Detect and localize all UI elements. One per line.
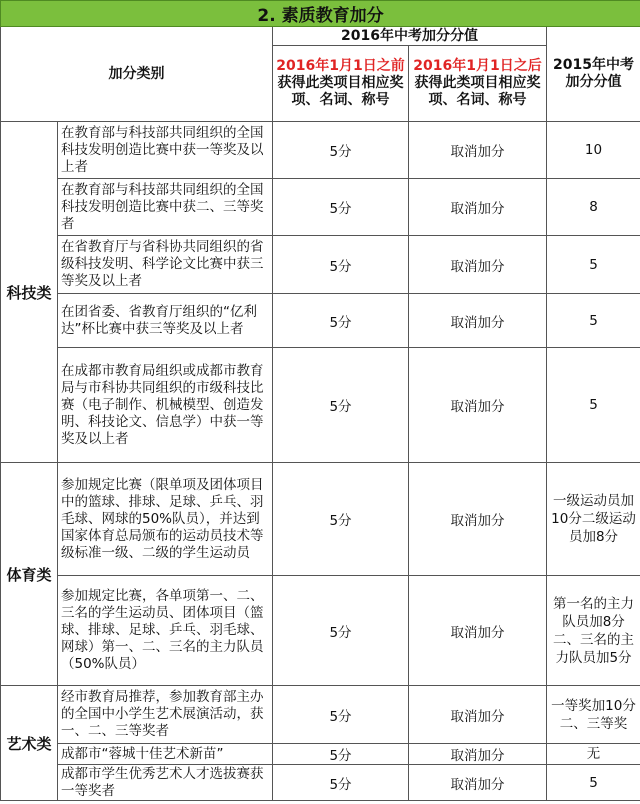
row-after: 取消加分 bbox=[409, 122, 547, 179]
header-after-date: 2016年1月1日之后 bbox=[413, 58, 542, 74]
row-before: 5分 bbox=[273, 576, 409, 686]
row-before: 5分 bbox=[273, 179, 409, 236]
table-row bbox=[1, 122, 640, 179]
row-desc: 在成都市教育局组织或成都市教育局与市科协共同组织的市级科技比赛（电子制作、机械模型、创造发明、科技论文、信息学）中获一等奖及以上者 bbox=[58, 348, 273, 463]
table-row bbox=[1, 348, 640, 463]
row-before: 5分 bbox=[273, 236, 409, 294]
row-2015: 5 bbox=[547, 348, 640, 463]
row-before: 5分 bbox=[273, 294, 409, 348]
row-after: 取消加分 bbox=[409, 179, 547, 236]
row-desc: 成都市学生优秀艺术人才选拔赛获一等奖者 bbox=[58, 765, 273, 801]
table-row bbox=[1, 576, 640, 686]
row-before: 5分 bbox=[273, 348, 409, 463]
row-before: 5分 bbox=[273, 686, 409, 744]
header-before bbox=[273, 46, 409, 122]
row-after: 取消加分 bbox=[409, 686, 547, 744]
category-sports: 体育类 bbox=[1, 463, 58, 686]
row-after: 取消加分 bbox=[409, 463, 547, 576]
table-title: 2. 素质教育加分 bbox=[1, 1, 640, 27]
row-2015: 第一名的主力队员加8分二、三名的主力队员加5分 bbox=[547, 576, 640, 686]
header-2016-group: 2016年中考加分分值 bbox=[273, 27, 547, 46]
category-tech: 科技类 bbox=[1, 122, 58, 463]
header-before-date: 2016年1月1日之前 bbox=[276, 58, 405, 74]
table-row bbox=[1, 294, 640, 348]
header-before-text: 获得此类项目相应奖项、名词、称号 bbox=[277, 75, 404, 108]
header-after bbox=[409, 46, 547, 122]
row-desc: 经市教育局推荐，参加教育部主办的全国中小学生艺术展演活动，获一、二、三等奖者 bbox=[58, 686, 273, 744]
row-2015: 5 bbox=[547, 765, 640, 801]
header-after-text: 获得此类项目相应奖项、名词、称号 bbox=[414, 75, 541, 108]
row-2015: 无 bbox=[547, 744, 640, 765]
header-2015-text: 2015年中考加分分值 bbox=[553, 57, 634, 90]
table-row bbox=[1, 463, 640, 576]
row-2015: 一级运动员加10分二级运动员加8分 bbox=[547, 463, 640, 576]
row-2015: 5 bbox=[547, 236, 640, 294]
row-before: 5分 bbox=[273, 744, 409, 765]
table-row bbox=[1, 179, 640, 236]
table-row bbox=[1, 744, 640, 765]
row-2015: 8 bbox=[547, 179, 640, 236]
row-desc: 参加规定比赛（限单项及团体项目中的篮球、排球、足球、乒乓、羽毛球、网球的50%队员），并达到国家体育总局颁布的运动员技术等级标准一级、二级的学生运动员 bbox=[58, 463, 273, 576]
row-desc: 在教育部与科技部共同组织的全国科技发明创造比赛中获一等奖及以上者 bbox=[58, 122, 273, 179]
category-art: 艺术类 bbox=[1, 686, 58, 801]
row-before: 5分 bbox=[273, 765, 409, 801]
row-after: 取消加分 bbox=[409, 348, 547, 463]
row-desc: 在教育部与科技部共同组织的全国科技发明创造比赛中获二、三等奖者 bbox=[58, 179, 273, 236]
header-2015 bbox=[547, 27, 640, 122]
row-after: 取消加分 bbox=[409, 765, 547, 801]
row-after: 取消加分 bbox=[409, 236, 547, 294]
row-desc: 在省教育厅与省科协共同组织的省级科技发明、科学论文比赛中获三等奖及以上者 bbox=[58, 236, 273, 294]
row-after: 取消加分 bbox=[409, 744, 547, 765]
row-desc: 成都市“蓉城十佳艺术新苗” bbox=[58, 744, 273, 765]
row-2015: 5 bbox=[547, 294, 640, 348]
row-after: 取消加分 bbox=[409, 576, 547, 686]
table-row bbox=[1, 686, 640, 744]
table-row bbox=[1, 236, 640, 294]
row-2015: 一等奖加10分二、三等奖 bbox=[547, 686, 640, 744]
row-2015: 10 bbox=[547, 122, 640, 179]
row-after: 取消加分 bbox=[409, 294, 547, 348]
table-row bbox=[1, 765, 640, 801]
header-category: 加分类别 bbox=[1, 27, 273, 122]
row-before: 5分 bbox=[273, 122, 409, 179]
row-desc: 在团省委、省教育厅组织的“亿利达”杯比赛中获三等奖及以上者 bbox=[58, 294, 273, 348]
row-before: 5分 bbox=[273, 463, 409, 576]
row-desc: 参加规定比赛，各单项第一、二、三名的学生运动员、团体项目（篮球、排球、足球、乒乓、羽毛球、网球）第一、二、三名的主力队员（50%队员） bbox=[58, 576, 273, 686]
